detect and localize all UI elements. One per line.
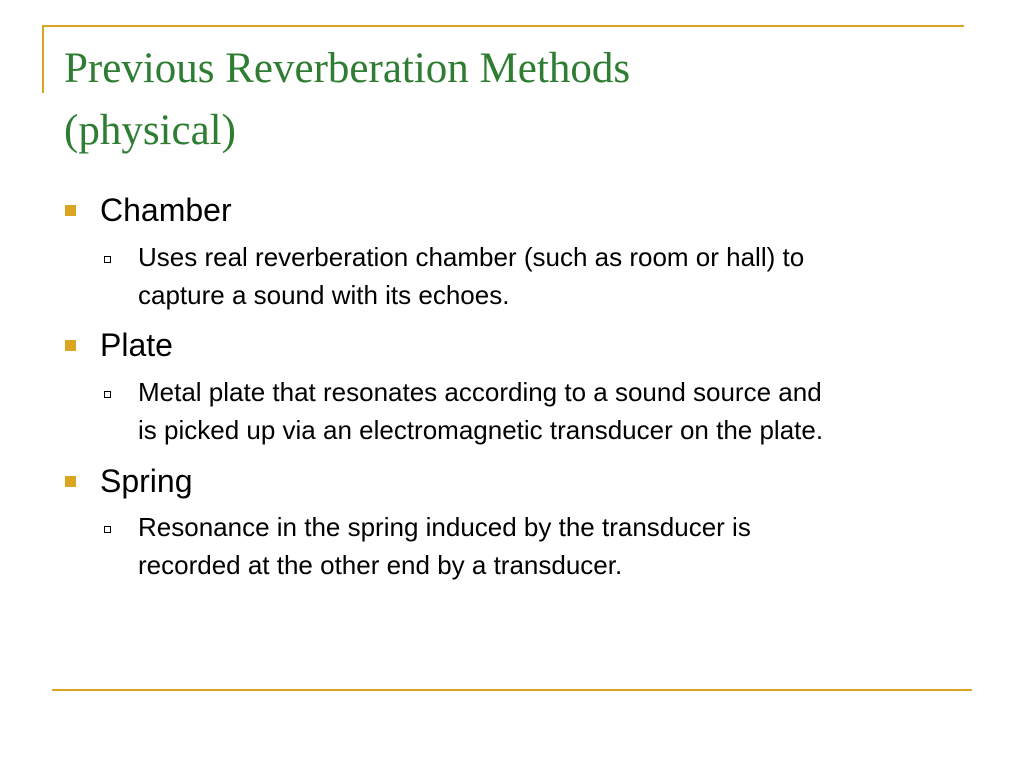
sub-bullet-text [138, 373, 978, 449]
sub-bullet-text [138, 508, 978, 584]
bullet-label: Chamber [100, 192, 232, 228]
hollow-square-bullet-icon [104, 391, 111, 398]
slide-title-line-2: (physical) [64, 107, 236, 154]
sub-bullet-line-2: capture a sound with its echoes. [138, 280, 510, 310]
sub-bullet-line-1: Metal plate that resonates according to a sound source and [138, 377, 822, 407]
sub-bullet-line-2: is picked up via an electromagnetic transducer on the plate. [138, 415, 824, 445]
square-bullet-icon [65, 340, 76, 351]
bullet-label: Spring [100, 463, 193, 499]
square-bullet-icon [65, 476, 76, 487]
square-bullet-icon [65, 205, 76, 216]
footer-rule [52, 689, 972, 691]
hollow-square-bullet-icon [104, 256, 111, 263]
sub-bullet-text [138, 238, 978, 314]
bullet-label: Plate [100, 327, 173, 363]
sub-bullet-line-2: recorded at the other end by a transducer. [138, 550, 623, 580]
hollow-square-bullet-icon [104, 526, 111, 533]
sub-bullet-line-1: Resonance in the spring induced by the transducer is [138, 512, 751, 542]
sub-bullet-line-1: Uses real reverberation chamber (such as room or hall) to [138, 242, 805, 272]
slide-title-line-1: Previous Reverberation Methods [64, 45, 631, 92]
